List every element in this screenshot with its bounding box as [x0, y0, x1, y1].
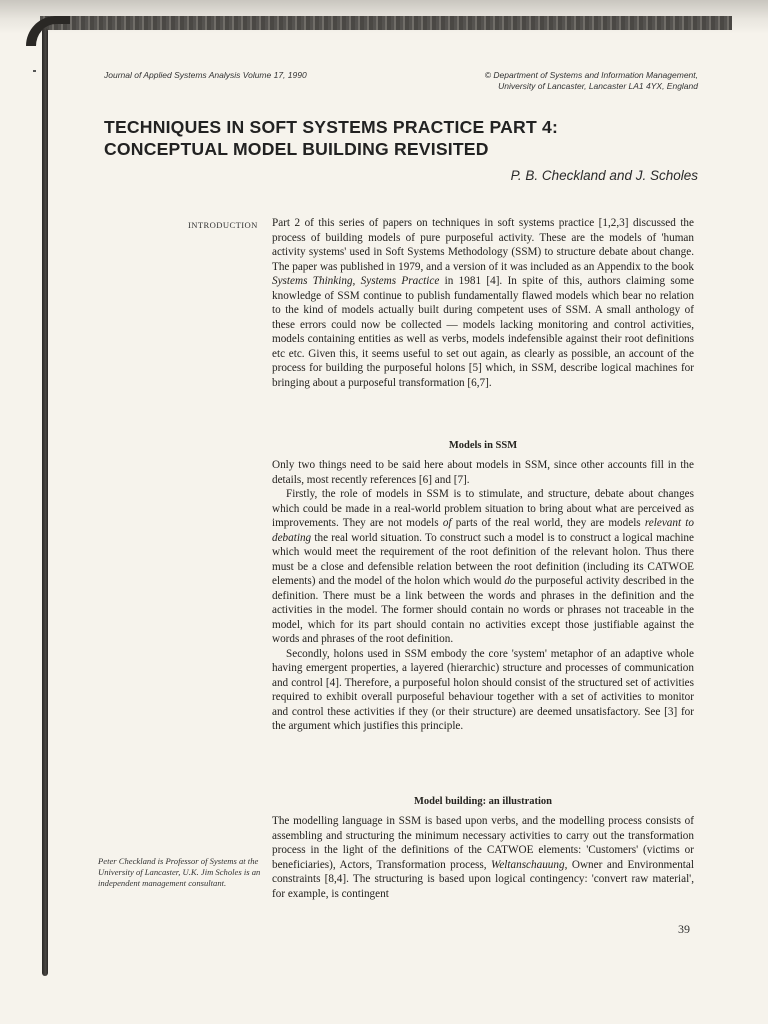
- models-paragraph-3: Secondly, holons used in SSM embody the core 'system' metaphor of an adaptive whole having emergent properties, a layered (hierarchic) structure and processes of communication and control [4]. Therefore, a purposeful holon should consist of the structured set of activities required to exhibit overall purposeful behaviour together with a set of activities to monitor and control these activities if they (or their structure) are deemed unsatisfactory. See [3] for the argument which justifies this principle.: [272, 647, 694, 732]
- author-footnote: Peter Checkland is Professor of Systems at the University of Lancaster, U.K. Jim Scholes is an independent management consultant.: [98, 856, 261, 888]
- model-building-paragraph-1: The modelling language in SSM is based upon verbs, and the modelling process consists of assembling and structuring the minimum necessary activities to carry out the transformation process in the light of the definitions of the CATWOE elements: 'Customers' (victims or beneficiaries), Actors, Transformation process, Weltanschauung, Owner and Environmental constraints [8,4]. The structuring is based upon logical contingency: 'convert raw material', for example, is contingent: [272, 815, 694, 900]
- model-building-body: [272, 814, 694, 901]
- introduction-body: [272, 216, 694, 390]
- copyright-line-1: © Department of Systems and Information Management,: [484, 70, 698, 80]
- section-heading-model-building: Model building: an illustration: [414, 796, 552, 807]
- journal-header: Journal of Applied Systems Analysis Volume 17, 1990: [104, 70, 307, 80]
- introduction-paragraph: Part 2 of this series of papers on techniques in soft systems practice [1,2,3] discussed the process of building models of pure purposeful activity. These are the models of 'human activity systems' used in Soft Systems Methodology (SSM) to structure debate about change. The paper was published in 1979, and a version of it was included as an Appendix to the book Systems Thinking, Systems Practice in 1981 [4]. In spite of this, authors claiming some knowledge of SSM continue to publish fundamentally flawed models which bear no relation to the kind of models actually built during competent uses of SSM. A small anthology of these errors could now be collected — models lacking monitoring and control activities, models containing entities as well as verbs, models indefensible against their root definitions etc etc. Given this, it seems useful to set out again, as clearly as possible, an account of the process for building the purposeful holons [5] which, in SSM, describe logical machines for bringing about a purposeful transformation [6,7].: [272, 217, 694, 389]
- article-authors: P. B. Checkland and J. Scholes: [510, 168, 698, 183]
- article-title: [104, 116, 704, 160]
- introduction-label: INTRODUCTION: [188, 220, 258, 230]
- scan-speck: [33, 70, 36, 72]
- copyright-header: [378, 70, 698, 92]
- models-section-body: [272, 458, 694, 734]
- page-number: 39: [678, 922, 690, 936]
- copyright-line-2: University of Lancaster, Lancaster LA1 4YX, England: [498, 81, 698, 91]
- models-paragraph-2: Firstly, the role of models in SSM is to stimulate, and structure, debate about changes which could be made in a real-world problem situation to bring about what are perceived as improvements. They are not models of parts of the real world, they are models relevant to debating the real world situation. To construct such a model is to construct a logical machine which would meet the requirement of the root definition of the relevant holon. Thus there must be a close and defensible relation between the root definition (including its CATWOE elements) and the model of the holon which would do the purposeful activity described in the definition. There must be a link between the words and phrases in the definition and the activities in the model. The former should contain no words or phrases not traceable in the model, which for its part should contain no activities except those justifiable against the words and phrases of the root definition.: [272, 488, 694, 645]
- scan-spine-shadow: [42, 28, 48, 976]
- scan-binding-strip: [40, 16, 732, 30]
- book-title: Systems Thinking, Systems Practice: [272, 275, 440, 287]
- title-line-1: TECHNIQUES IN SOFT SYSTEMS PRACTICE PART 4:: [104, 117, 559, 137]
- section-heading-models: Models in SSM: [448, 440, 518, 451]
- models-paragraph-1: Only two things need to be said here about models in SSM, since other accounts fill in the details, most recently references [6] and [7].: [272, 459, 694, 486]
- title-line-2: CONCEPTUAL MODEL BUILDING REVISITED: [104, 139, 489, 159]
